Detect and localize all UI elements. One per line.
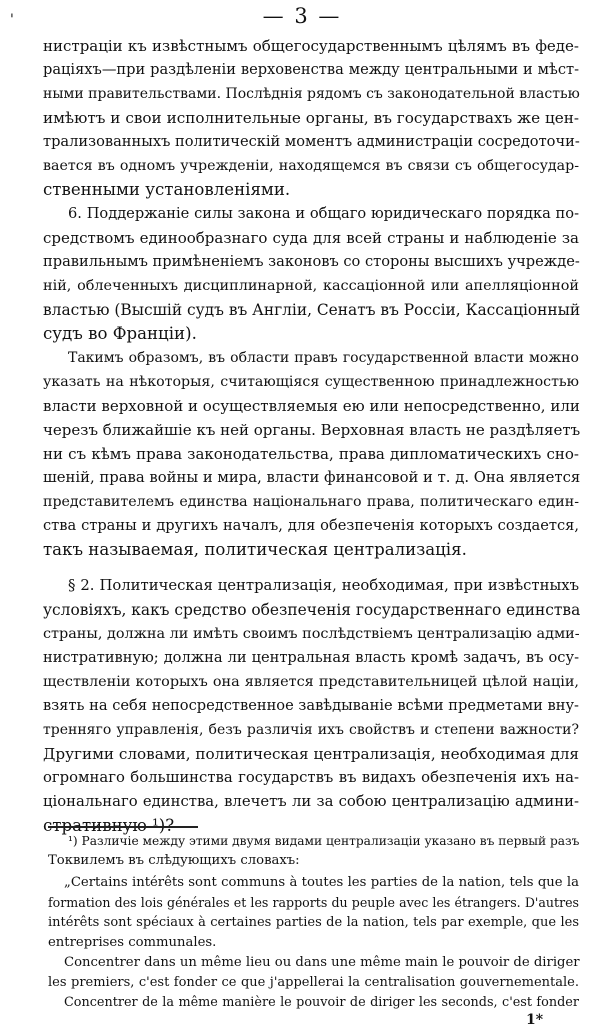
footnote-line: formation des lois générales et les rapports du peuple avec les étrangers. D'autres xyxy=(48,895,579,910)
footnote-line: entreprises communales. xyxy=(48,935,217,950)
body-line: условіяхъ, какъ средство обезпеченія государственнаго единства xyxy=(43,601,581,619)
footnote-line: intérêts sont spéciaux à certaines parties de la nation, tels par exemple, que les xyxy=(48,915,579,930)
footnote-line: les premiers, c'est fonder ce que j'appellerai la centralisation gouvernementale. xyxy=(48,975,579,990)
body-line: имѣютъ и свои исполнительные органы, въ государствахъ же цен- xyxy=(43,109,579,127)
body-line: ціональнаго единства, влечетъ ли за собою централизацію админи- xyxy=(43,793,579,810)
signature-mark: 1* xyxy=(526,1012,544,1028)
page-number: — 3 — xyxy=(262,4,342,28)
body-line: стративную ¹)? xyxy=(43,816,175,835)
body-line: Такимъ образомъ, въ области правъ государственной власти можно xyxy=(68,350,579,366)
body-line: тренняго управленія, безъ различія ихъ свойствъ и степени важности? xyxy=(43,722,579,738)
body-line: нистративную; должна ли центральная власть кромѣ задачъ, въ осу- xyxy=(43,649,579,666)
corner-mark: ' xyxy=(10,12,14,28)
body-line: Другими словами, политическая централизація, необходимая для xyxy=(43,745,579,763)
footnote-line: Concentrer dans un même lieu ou dans une même main le pouvoir de diriger xyxy=(64,955,580,970)
body-line: шеній, права войны и мира, власти финансовой и т. д. Она является xyxy=(43,469,581,486)
body-line: раціяхъ—при раздѣленіи верховенства между центральными и мѣст- xyxy=(43,61,579,78)
body-line: власти верховной и осуществляемыя ею или непосредственно, или xyxy=(43,397,580,415)
body-line: представителемъ единства національнаго права, политическаго един- xyxy=(43,494,579,510)
footnote-line: Concentrer de la même manière le pouvoir de diriger les seconds, c'est fonder xyxy=(64,995,579,1010)
body-line: ни съ кѣмъ права законодательства, права дипломатическихъ сно- xyxy=(43,445,579,463)
body-line: трализованныхъ политическій моментъ администраціи сосредоточи- xyxy=(43,133,580,150)
body-line: нистраціи къ извѣстнымъ общегосударственнымъ цѣлямъ въ феде- xyxy=(43,37,579,55)
body-line: ными правительствами. Послѣднія рядомъ съ законодательной властью xyxy=(43,86,580,102)
footnote-divider xyxy=(48,826,198,828)
body-line: 6. Поддержаніе силы закона и общаго юридическаго порядка по- xyxy=(68,205,579,222)
body-line: черезъ ближайшіе къ ней органы. Верховная власть не раздѣляетъ xyxy=(43,421,581,439)
body-line: судъ во Франціи). xyxy=(43,324,197,343)
body-line: ственными установленіями. xyxy=(43,180,291,199)
body-line: такъ называемая, политическая централизація. xyxy=(43,540,467,559)
body-line: ществленіи которыхъ она является представительницей цѣлой націи, xyxy=(43,674,579,690)
body-line: страны, должна ли имѣть своимъ послѣдствіемъ централизацію адми- xyxy=(43,626,580,642)
body-line: правильнымъ примѣненіемъ законовъ со стороны высшихъ учрежде- xyxy=(43,253,580,270)
footnote-line: ¹) Различіе между этими двумя видами централизаціи указано въ первый разъ xyxy=(68,834,580,848)
body-line: огромнаго большинства государствъ въ видахъ обезпеченія ихъ на- xyxy=(43,769,579,786)
body-line: указать на нѣкоторыя, считающіяся существенною принадлежностью xyxy=(43,374,579,390)
body-line: властью (Высшій судъ въ Англіи, Сенатъ въ Россіи, Кассаціонный xyxy=(43,301,581,319)
body-line: § 2. Политическая централизація, необходимая, при извѣстныхъ xyxy=(68,577,579,594)
body-line: ній, облеченныхъ дисциплинарной, кассаціонной или апелляціонной xyxy=(43,278,579,294)
footnote-line: „Certains intérêts sont communs à toutes les parties de la nation, tels que la xyxy=(64,875,579,890)
body-line: вается въ одномъ учрежденіи, находящемся въ связи съ общегосудар- xyxy=(43,158,579,174)
body-line: взять на себя непосредственное завѣдываніе всѣми предметами вну- xyxy=(43,697,579,714)
body-line: ства страны и другихъ началъ, для обезпеченія которыхъ создается, xyxy=(43,517,579,534)
body-line: средствомъ единообразнаго суда для всей страны и наблюденіе за xyxy=(43,229,579,247)
footnote-line: Токвилемъ въ слѣдующихъ словахъ: xyxy=(48,853,300,868)
